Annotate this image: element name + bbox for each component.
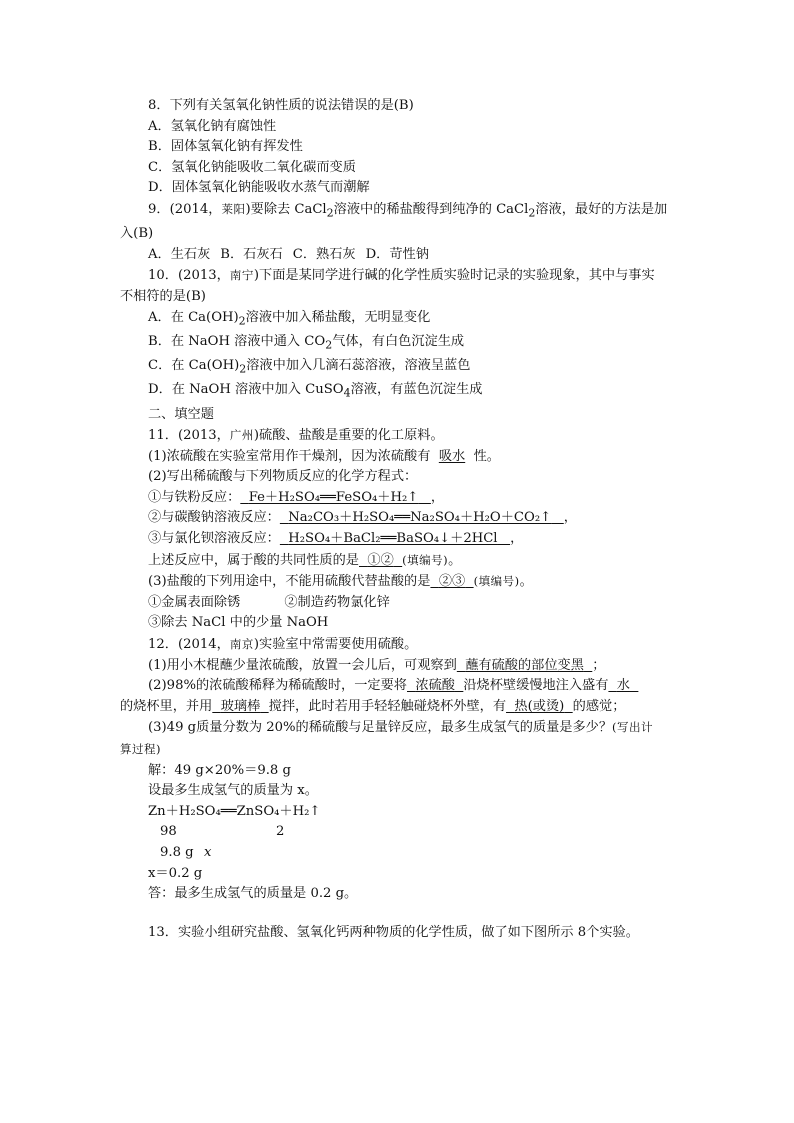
q12-answer-2c: 玻璃棒	[220, 698, 261, 714]
q12-part2: (2)98%的浓硫酸稀释为稀硫酸时，一定要将 浓硫酸 沿烧杯壁缓慢地注入盛有 水	[120, 676, 680, 697]
q10-option-c: C．在 $Ca(OH)_2$溶液中加入几滴石蕊溶液，溶液呈蓝色	[148, 358, 471, 376]
q11-use-1: ①金属表面除锈	[148, 594, 241, 610]
q8-option-a: A．氢氧化钠有腐蚀性	[148, 118, 277, 134]
q12-result: x＝0.2 g	[148, 865, 203, 881]
q11-uses-row	[120, 593, 680, 614]
section-heading: 二、填空题	[148, 406, 214, 422]
q9-stem-cont: 入(B)	[120, 226, 154, 242]
q8-option-b: B．固体氢氧化钠有挥发性	[148, 139, 303, 155]
q12-part1: (1)用小木棍蘸少量浓硫酸，放置一会儿后，可观察到 蘸有硫酸的部位变黑 ；	[148, 657, 606, 673]
worksheet-page	[120, 96, 680, 943]
q11-use-3: ③除去 NaCl 中的少量 NaOH	[148, 615, 329, 631]
q9-option-d: D．苛性钠	[365, 246, 429, 262]
q8-option-c: C．氢氧化钠能吸收二氧化碳而变质	[148, 159, 356, 175]
q12-part2-cont: 的烧杯里，并用 玻璃棒 搅拌，此时若用手轻轻触碰烧杯外壁，有 热(或烫) 的感觉；	[120, 698, 626, 714]
q11-answer-3: ②③	[438, 574, 466, 590]
q10-stem: 10．(2013，南宁)下面是某同学进行碱的化学性质实验时记录的实验现象，其中与事实	[148, 268, 655, 284]
q9-option-c: C．熟石灰	[292, 246, 356, 262]
q11-answer-r3: H₂SO₄＋BaCl₂══BaSO₄↓＋2HCl	[288, 531, 498, 547]
q11-answer-common: ①②	[367, 552, 394, 568]
q12-mass-row: 9.8 g x	[160, 844, 212, 860]
q10-option-d: D．在 NaOH 溶液中加入 CuSO$_4$溶液，有蓝色沉淀生成	[148, 382, 483, 400]
q12-answer-2b: 水	[616, 678, 630, 694]
q11-part3: (3)盐酸的下列用途中，不能用硫酸代替盐酸的是 ②③ (填编号)。	[148, 574, 533, 590]
q8-option-d: D．固体氢氧化钠能吸收水蒸气而潮解	[148, 180, 370, 196]
q9-options	[120, 245, 680, 266]
q11-use-2: ②制造药物氯化锌	[284, 594, 390, 610]
q9-option-a: A．生石灰	[148, 246, 211, 262]
q11-answer-r2: Na₂CO₃＋H₂SO₄══Na₂SO₄＋H₂O＋CO₂↑	[288, 510, 552, 526]
q12-answer-1: 蘸有硫酸的部位变黑	[465, 657, 584, 673]
q11-stem: 11．(2013，广州)硫酸、盐酸是重要的化工原料。	[148, 428, 444, 444]
q12-solution-1: 解：49 g×20%＝9.8 g	[148, 762, 291, 778]
q9-stem: 9．(2014，莱阳)要除去 CaCl$_2$溶液中的稀盐酸得到纯净的 CaCl$_2$溶液，最好的方法是加	[148, 201, 668, 220]
q9-option-b: B．石灰石	[220, 246, 283, 262]
q11-part1: (1)浓硫酸在实验室常用作干燥剂，因为浓硫酸有 吸水 性。	[148, 448, 500, 464]
q11-reaction-1: ①与铁粉反应： Fe＋H₂SO₄══FeSO₄＋H₂↑ ，	[148, 489, 445, 505]
q12-equation: Zn＋H₂SO₄══ZnSO₄＋H₂↑	[148, 803, 321, 819]
q12-answer: 答：最多生成氢气的质量是 0.2 g。	[148, 886, 358, 902]
q8-stem: 8．下列有关氢氧化钠性质的说法错误的是(B)	[148, 98, 414, 113]
q12-molar-row: 98 2	[160, 824, 285, 840]
q11-answer-1: 吸水	[438, 448, 466, 464]
q12-part3: (3)49 g质量分数为 20%的稀硫酸与足量锌反应，最多生成氢气的质量是多少？(写出计	[148, 720, 654, 736]
q13-stem: 13．实验小组研究盐酸、氢氧化钙两种物质的化学性质，做了如下图所示 8个实验。	[148, 924, 639, 940]
q11-part2: (2)写出稀硫酸与下列物质反应的化学方程式：	[148, 469, 418, 485]
q12-part3-cont: 算过程)	[120, 742, 161, 757]
q10-option-a: A．在 $Ca(OH)_2$溶液中加入稀盐酸，无明显变化	[148, 309, 431, 328]
q11-reaction-2: ②与碳酸钠溶液反应： Na₂CO₃＋H₂SO₄══Na₂SO₄＋H₂O＋CO₂↑ ，	[148, 510, 577, 526]
q10-option-b: B．在 NaOH 溶液中通入 $CO_2$气体，有白色沉淀生成	[148, 333, 465, 352]
q11-reaction-3: ③与氯化钡溶液反应： H₂SO₄＋BaCl₂══BaSO₄↓＋2HCl ，	[148, 531, 524, 547]
q12-stem: 12．(2014，南京)实验室中常需要使用硫酸。	[148, 637, 418, 653]
q12-solution-2: 设最多生成氢气的质量为 x。	[148, 783, 318, 799]
q12-answer-2d: 热(或烫)	[514, 698, 565, 714]
q11-answer-r1: Fe＋H₂SO₄══FeSO₄＋H₂↑	[248, 489, 419, 505]
q12-answer-2a: 浓硫酸	[415, 678, 455, 694]
q10-stem-cont: 不相符的是(B)	[120, 288, 206, 304]
q11-common: 上述反应中，属于酸的共同性质的是 ①② (填编号)。	[148, 552, 462, 568]
